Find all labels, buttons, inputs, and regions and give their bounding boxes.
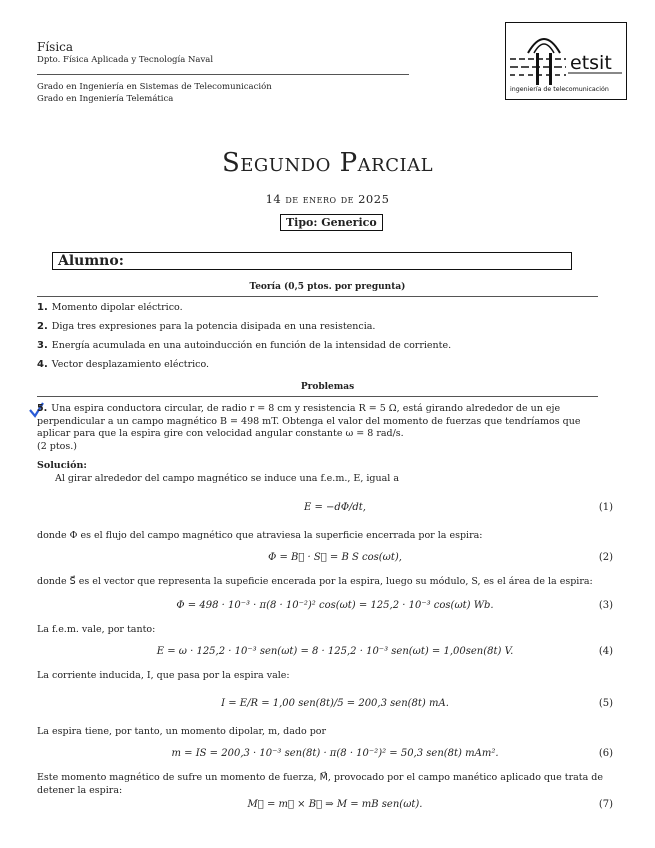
equation-1: E = −dΦ/dt, xyxy=(304,502,366,513)
equation-number: (1) xyxy=(598,502,613,513)
question-text: Momento dipolar eléctrico. xyxy=(51,302,183,313)
etsit-logo-graphic xyxy=(506,23,625,98)
equation-4: E = ω · 125,2 · 10⁻³ sen(ωt) = 8 · 125,2 · 10⁻³ sen(ωt) = 1,00sen(8t) V. xyxy=(156,646,514,657)
question-number: 1. xyxy=(37,302,48,313)
solution-text-1: Al girar alrededor del campo magnético se induce una f.e.m., E, igual a xyxy=(55,473,399,484)
solution-text-4: La f.e.m. vale, por tanto: xyxy=(37,624,156,635)
solution-text-7: Este momento magnético de sufre un momento de fuerza, M⃗, provocado por el campo manético aplicado que trata de detener la espira: xyxy=(37,772,603,796)
equation-number: (3) xyxy=(598,600,613,611)
etsit-logo xyxy=(505,22,627,100)
equation-number: (5) xyxy=(598,698,613,709)
solution-text-5: La corriente inducida, I, que pasa por la espira vale: xyxy=(37,670,290,681)
question-text: Vector desplazamiento eléctrico. xyxy=(51,359,210,370)
logo-caption: ingeniería de telecomunicación xyxy=(510,86,609,93)
theory-question xyxy=(37,302,617,313)
subject-label: Física xyxy=(37,40,74,54)
equation-2: Φ = B⃗ · S⃗ = B S cos(ωt), xyxy=(268,552,402,563)
solution-text-3: donde S⃗ es el vector que representa la supeficie encerada por la espira, luego su módulo, S, es el área de la espira: xyxy=(37,576,593,587)
problem-text: Una espira conductora circular, de radio r = 8 cm y resistencia R = 5 Ω, está girando alrededor de un eje perpendicular a un campo magnético B = 498 mT. Obtenga el valor del momento de fuerzas que tendríamos que aplicar para que la espira gire con velocidad angular constante ω = 8 rad/s. xyxy=(37,403,581,439)
header-rule xyxy=(37,74,409,75)
exam-title: Segundo Parcial xyxy=(221,148,434,178)
logo-text: etsit xyxy=(570,52,612,74)
equation-6: m = IS = 200,3 · 10⁻³ sen(8t) · π(8 · 10⁻²)² = 50,3 sen(8t) mAm². xyxy=(171,748,499,759)
equation-number: (2) xyxy=(598,552,613,563)
solution-label: Solución: xyxy=(37,460,87,471)
theory-question xyxy=(37,340,617,351)
problems-heading: Problemas xyxy=(300,382,355,392)
degree-label-1: Grado en Ingeniería en Sistemas de Telecomunicación xyxy=(37,82,272,92)
equation-number: (6) xyxy=(598,748,613,759)
theory-question xyxy=(37,321,617,332)
problem-points: (2 ptos.) xyxy=(37,441,77,452)
question-text: Energía acumulada en una autoinducción en función de la intensidad de corriente. xyxy=(51,340,452,351)
question-number: 2. xyxy=(37,321,48,332)
problems-rule xyxy=(37,396,598,397)
question-number: 3. xyxy=(37,340,48,351)
equation-number: (7) xyxy=(598,799,613,810)
equation-7: M⃗ = m⃗ × B⃗ ⇒ M = mB sen(ωt). xyxy=(247,799,423,810)
equation-3: Φ = 498 · 10⁻³ · π(8 · 10⁻²)² cos(ωt) = 125,2 · 10⁻³ cos(ωt) Wb. xyxy=(176,600,494,611)
equation-number: (4) xyxy=(598,646,613,657)
exam-date: 14 de enero de 2025 xyxy=(265,192,390,206)
question-number: 4. xyxy=(37,359,48,370)
department-label: Dpto. Física Aplicada y Tecnología Naval xyxy=(37,55,214,65)
question-text: Diga tres expresiones para la potencia disipada en una resistencia. xyxy=(51,321,376,332)
solution-text-2: donde Φ es el flujo del campo magnético que atraviesa la superficie encerrada por la espira: xyxy=(37,530,483,541)
theory-rule xyxy=(37,296,598,297)
theory-question xyxy=(37,359,617,370)
problem-number: 5. xyxy=(37,403,48,414)
theory-heading: Teoría (0,5 ptos. por pregunta) xyxy=(249,282,406,292)
exam-type-badge: Tipo: Generico xyxy=(280,214,383,231)
problem-5-statement xyxy=(37,403,615,441)
student-name-field[interactable]: Alumno: xyxy=(52,252,572,270)
degree-label-2: Grado en Ingeniería Telemática xyxy=(37,94,174,104)
solution-text-6: La espira tiene, por tanto, un momento dipolar, m, dado por xyxy=(37,726,327,737)
equation-5: I = E/R = 1,00 sen(8t)/5 = 200,3 sen(8t) mA. xyxy=(221,698,449,709)
